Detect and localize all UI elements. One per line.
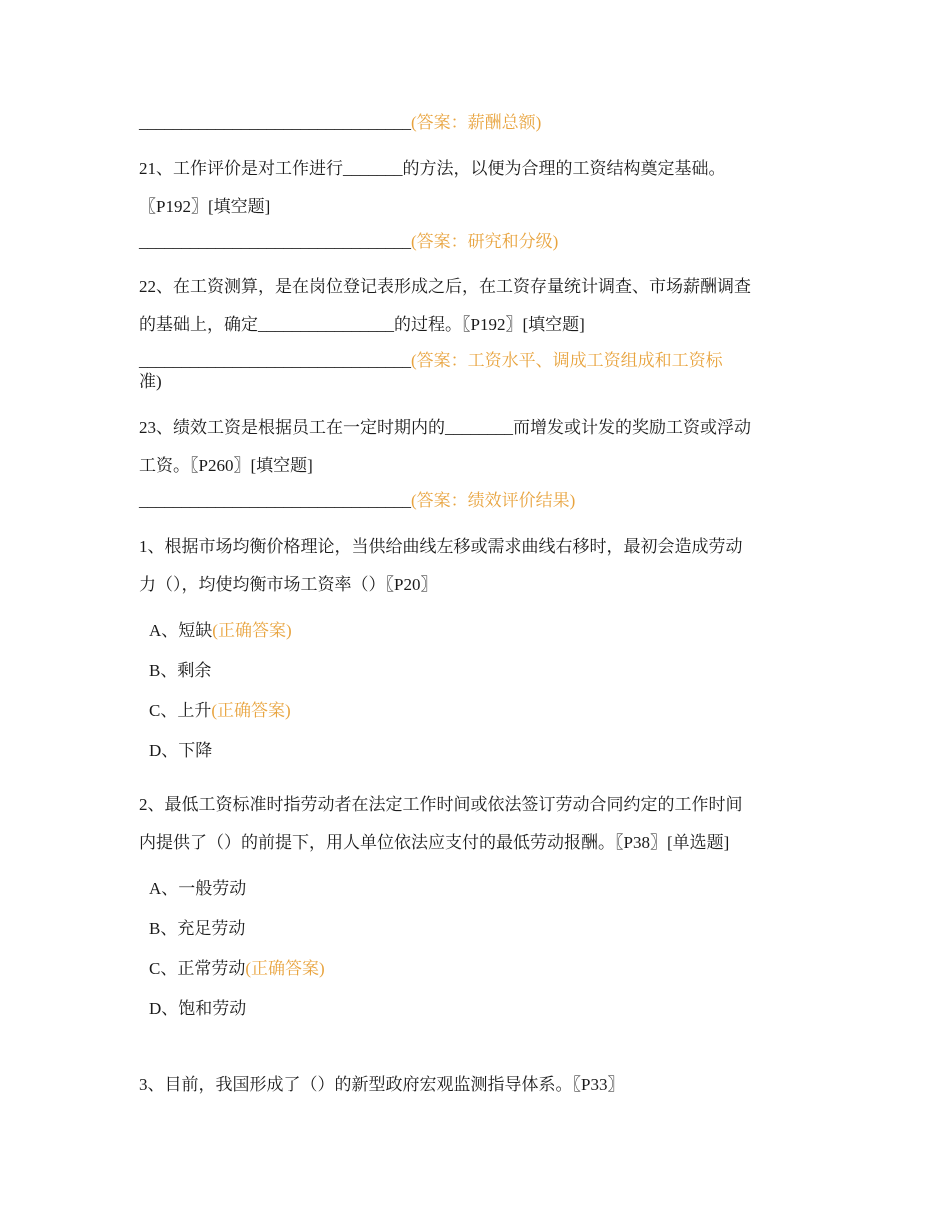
option-label: C、上升 [149,701,212,720]
answer-blank: ________________________________ [139,113,411,132]
answer-text: (答案：研究和分级) [411,232,559,251]
answer-text: (答案：薪酬总额) [411,113,542,132]
question-23-line-1: 23、绩效工资是根据员工在一定时期内的________而增发或计发的奖励工资或浮动 [139,418,751,437]
answer-blank: ________________________________ [139,491,411,510]
answer-blank: ________________________________ [139,351,411,370]
correct-answer-mark: (正确答案) [212,621,292,640]
question-1-line-2: 力（），均使均衡市场工资率（）〖P20〗 [139,575,438,594]
option-a[interactable] [149,878,246,900]
option-label: B、充足劳动 [149,919,246,938]
answer-text: (答案：绩效评价结果) [411,491,576,510]
correct-answer-mark: (正确答案) [245,959,325,978]
answer-text-continued: 准) [139,372,162,391]
correct-answer-mark: (正确答案) [211,701,291,720]
option-label: D、饱和劳动 [149,999,247,1018]
answer-line [139,350,723,372]
answer-line [139,490,575,512]
question-3-line-1: 3、目前，我国形成了（）的新型政府宏观监测指导体系。〖P33〗 [139,1075,625,1094]
answer-text: (答案：工资水平、调成工资组成和工资标 [411,351,723,370]
question-22-line-2: 的基础上，确定________________的过程。〖P192〗[填空题] [139,315,585,334]
option-b[interactable] [149,918,245,940]
question-2-line-1: 2、最低工资标准时指劳动者在法定工作时间或依法签订劳动合同约定的工作时间 [139,795,743,814]
question-1-line-1: 1、根据市场均衡价格理论，当供给曲线左移或需求曲线右移时，最初会造成劳动 [139,537,743,556]
option-c[interactable] [149,700,291,722]
option-label: A、一般劳动 [149,879,247,898]
option-label: B、剩余 [149,661,212,680]
option-label: C、正常劳动 [149,959,246,978]
question-23-line-2: 工资。〖P260〗[填空题] [139,456,313,475]
answer-line [139,231,558,253]
option-d[interactable] [149,998,246,1020]
answer-line [139,112,541,134]
option-c[interactable] [149,958,325,980]
question-22-line-1: 22、在工资测算，是在岗位登记表形成之后，在工资存量统计调查、市场薪酬调查 [139,277,751,296]
option-d[interactable] [149,740,212,762]
option-label: D、下降 [149,741,213,760]
question-21-line-1: 21、工作评价是对工作进行_______的方法，以便为合理的工资结构奠定基础。 [139,159,726,178]
option-label: A、短缺 [149,621,213,640]
option-b[interactable] [149,660,211,682]
option-a[interactable] [149,620,292,642]
answer-blank: ________________________________ [139,232,411,251]
question-2-line-2: 内提供了（）的前提下，用人单位依法应支付的最低劳动报酬。〖P38〗[单选题] [139,833,730,852]
question-21-line-2: 〖P192〗[填空题] [139,197,271,216]
